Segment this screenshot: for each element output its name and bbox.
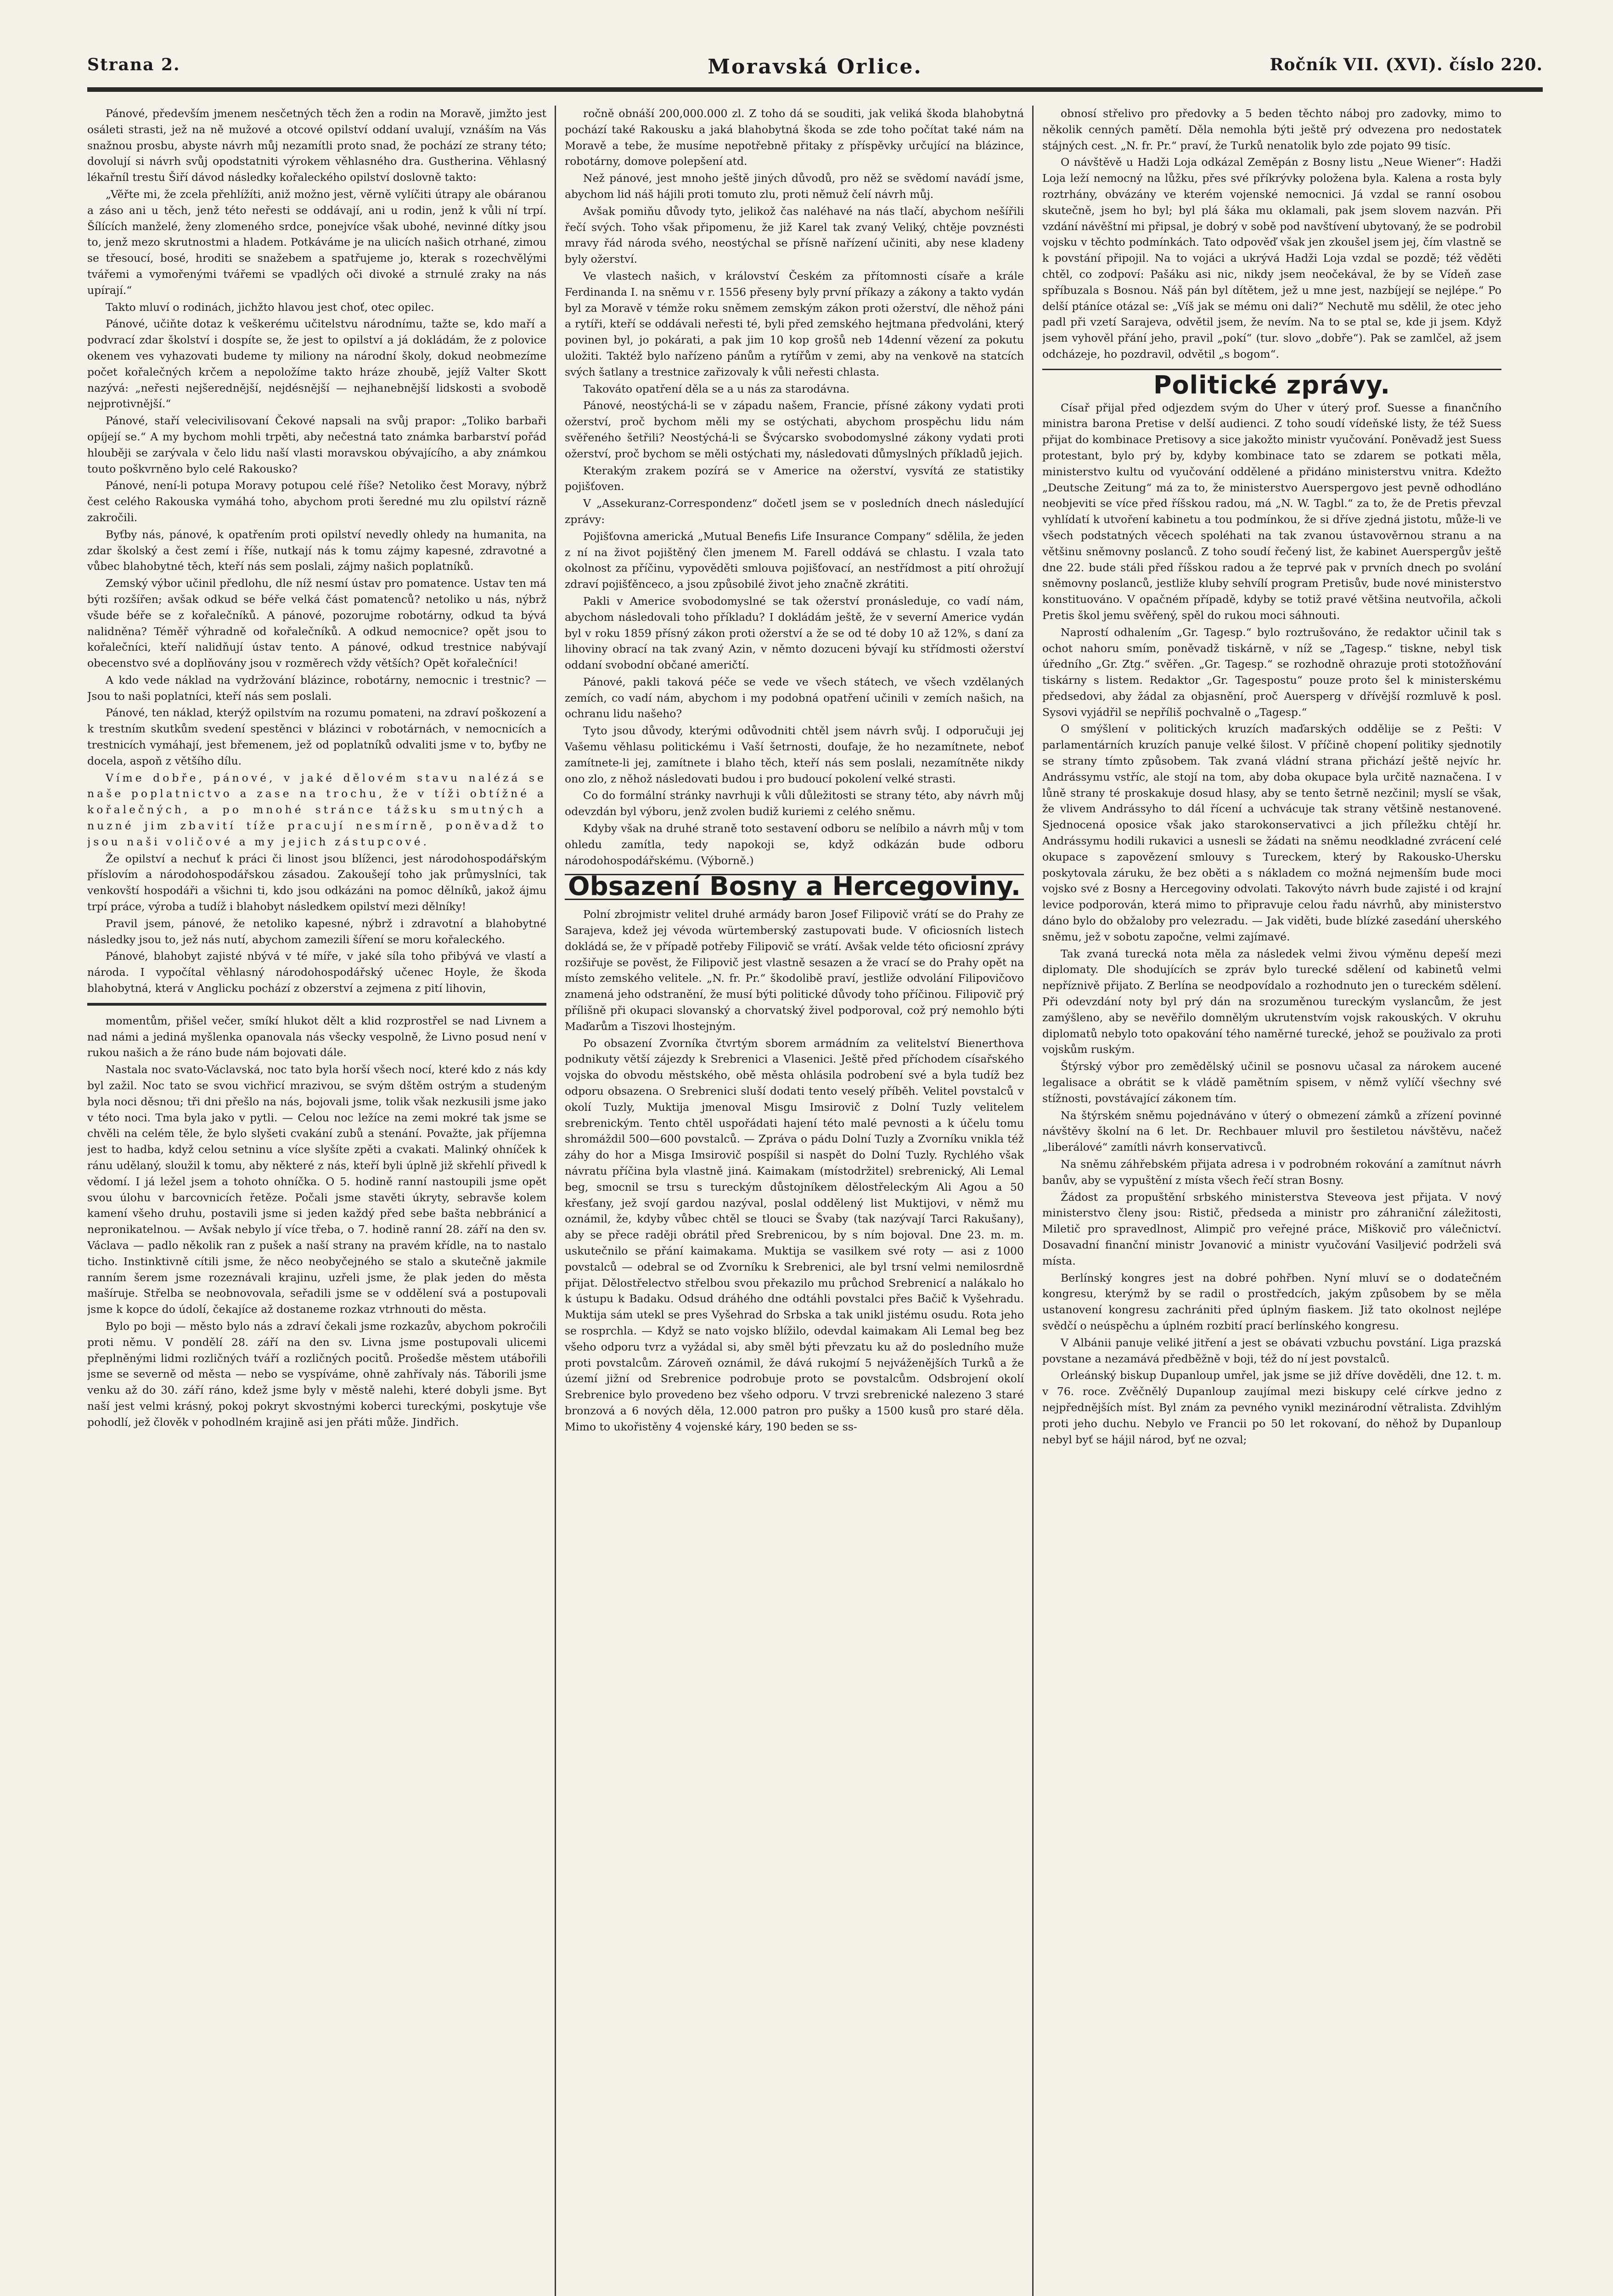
page-number: Strana 2. xyxy=(87,55,180,74)
column-1 xyxy=(87,106,546,2296)
article-paragraph: Tak zvaná turecká nota měla za následek velmi živou výměnu depeší mezi diplomaty. Dle shodujících se zpráv bylo turecké sdělení od kabinetů velmi nepříznivě přijato. Z Berlína se neodpovídalo a rozhodnuto jen o tureckém sdělení. Při odevzdání noty byl prý dán na srozuměnou tureckým vyslancům, že jest zamýšleno, aby se nevěřilo domnělým ukrutenstvím vojsk rakouských. V okruhu diplomatů nebylo toto opakování tého naměrné turecké, jehož se použivalo za proti vojskům ruským. xyxy=(1042,947,1501,1056)
section-divider xyxy=(1042,369,1501,370)
article-paragraph: Pánové, staří velecivilisovaní Čekové napsali na svůj prapor: „Toliko barbaři opíjejí se.“ A my bychom mohli trpěti, aby nečestná tato známka barbarství pořád hlouběji se zarývala v čelo lidu naší vlasti moravskou obývajícího, a aby známkou touto poškvrněno bylo celé Rakousko? xyxy=(87,414,546,475)
issue-info: Ročník VII. (XVI). číslo 220. xyxy=(1270,55,1543,74)
article-paragraph: Pánové, především jmenem nesčetných těch žen a rodin na Moravě, jimžto jest osáleti strasti, jež na ně mužové a otcové opilství oddaní uvalují, vznáším na Vás snažnou prosbu, abyste návrh můj nezamítli proto snad, že pochází ze strany této; dovolují si návrh svůj opodstatniti výrokem věhlasného dra. Gustherina. Věhlasný lékařníl trestu Šiří dávod následky kořaleckého opilství doslovně takto: xyxy=(87,107,546,184)
article-paragraph: Takto mluví o rodinách, jichžto hlavou jest choť, otec opilec. xyxy=(106,300,434,314)
article-paragraph: Než pánové, jest mnoho ještě jiných důvodů, pro něž se svědomí navádí jsme, abychom lid náš hájili proti tomuto zlu, proti němuž čelí návrh můj. xyxy=(565,172,1024,201)
article-paragraph: Na štýrském sněmu pojednáváno v úterý o obmezení zámků a zřízení povinné návštěvy školní na 6 let. Dr. Rechbauer mluvil pro šestiletou návštěvu, načež „liberálové“ zamítli návrh konservativců. xyxy=(1042,1109,1501,1154)
article-paragraph: Polní zbrojmistr velitel druhé armády baron Josef Filipovič vrátí se do Prahy ze Sarajeva, kdež jej vévoda würtemberský zastupovati bude. V oficiosních listech dokládá se, že v případě potřeby Filipovič se vrátí. Avšak velde této oficiosní zprávy rozšiřuje se pověst, že Filipovič jest vlastně sesazen a že vrací se do Prahy opět na místo zemského velitele. „N. fr. Pr.“ škodolibě praví, jestliže odvolání Filipovičovo znamená jeho odstranění, že musí býti politické důvody toho příčinou. Filipovič prý přílišně při okupaci slovanský a chorvatský živel podporoval, což prý nemohlo býti Maďarům a Tiszovi lhostejným. xyxy=(565,908,1024,1033)
column-2 xyxy=(565,106,1024,2296)
article-paragraph: V „Assekuranz-Correspondenz“ dočetl jsem se v posledních dnech následující zprávy: xyxy=(565,497,1024,526)
article-paragraph: Že opilství a nechuť k práci či linost jsou blíženci, jest národohospodářským příslovím a národohospodářskou zásadou. Zakoušejí toho jak průmyslníci, tak venkovští hospodáři a všichni ti, kdo jsou odkázáni na pomoc dělníků, jakož ájmu trpí práce, výroba a tudíž i blahobyt následkem opilství mezi dělníky! xyxy=(87,852,546,913)
feuilleton-paragraph: Nastala noc svato-Václavská, noc tato byla horší všech nocí, které kdo z nás kdy byl zažil. Noc tato se svou vichřicí mrazivou, se svým dštěm ostrým a studeným byla noci děsnou; tři dni přešlo na nás, bojovali jsme, tolik však nezkusili jsme jako v této noci. Tma byla jako v pytli. — Celou noc ležíce na zemi mokré tak jsme se chvěli na celém těle, že bylo slyšeti cvakání zubů a stenání. Považte, jak příjemna jest to hadba, když celou setninu a více slyšíte zpěti a cvakati. Malinký ohníček k ránu udělaný, sloužil k tomu, aby některé z nás, kteří byli úplně již skřehlí přivedl k vědomí. I já ležel jsem a tohoto ohníčka. O 5. hodině ranní nastoupili jsme opět svou úlohu v barcovnicích řetěze. Počali jsme stavěti úkryty, sebravše kolem kamení všeho druhu, postavili jsme si jeden každý před sebe bašta nebbránicí a nepronikatelnou. — Avšak nebylo jí více třeba, o 7. hodině ranní 28. září na den sv. Václava — padlo několik ran z pušek a naší strany na pravém křídle, na to nastalo ticho. Instinktivně cítili jsme, že něco neobyčejného se stalo a skutečně jakmile ranním šerem jsme rozeznávali krajinu, uzřeli jsme, že plak jeden do města mašíruje. Střelba se neobnovovala, seřadili jsme se v oddělení svá a postupovali jsme k kopce do údolí, čekajíce až dostaneme rozkaz vtrhnouti do města. xyxy=(87,1063,546,1316)
article-paragraph: Na sněmu záhřebském přijata adresa i v podrobném rokování a zamítnut návrh banův, aby se vypuštění z místa všech řečí stran Bosny. xyxy=(1042,1158,1501,1187)
article-paragraph: Naprostí odhalením „Gr. Tagesp.“ bylo roztrušováno, že redaktor učinil tak s ochot nahoru smím, poněvadž tiskárně, v níž se „Tagesp.“ tiskne, nebyl tisk úředního „Gr. Ztg.“ svěřen. „Gr. Tagesp.“ se rozhodně ohrazuje proti stotožňování tiskárny s listem. Redaktor „Gr. Tagespostu“ pouze proto šel k ministerskému předsedovi, aby žádal za objasnění, proč Auersperg v dřívější rozmluvě k posl. Sysovi vyjádřil se nepříliš pochvalně o „Tagesp.“ xyxy=(1042,625,1501,719)
article-paragraph: Pánové, pakli taková péče se vede ve všech státech, ve všech vzdělaných zemích, co vadí nám, abychom i my podobná opatření učinili v zemích našich, na ochranu lidu našeho? xyxy=(565,675,1024,720)
article-paragraph: Pojišťovna americká „Mutual Benefis Life Insurance Company“ sdělila, že jeden z ní na život pojištěný člen jmenem M. Farell oddává se chlastu. I vzala tato okolnost za příčinu, vypověděti smlouva pojišťovací, an nestřídmost a pití ohrožují zdraví pojišťěnceco, a jsou způsobilé život jeho značně zkrátiti. xyxy=(565,529,1024,591)
newspaper-page xyxy=(87,55,1543,2296)
article-paragraph: Avšak pomiňu důvody tyto, jelikož čas naléhavé na nás tlačí, abychom nešířili řečí svých. Toho však připomenu, že již Karel tak zvaný Veliký, chtěje povznésti mravy řád národa svého, neostýchal se přísně nařízení učiniti, aby nese kladeny byly ožerství. xyxy=(565,204,1024,266)
article-paragraph: Pánové, učiňte dotaz k veškerému učitelstvu národnímu, tažte se, kdo maří a podvrací zdar školství i dospíte se, že jest to opilství a já dokládám, že z polovice okenem ves vyhazovati budeme ty miliony na národní školy, dokud neobmezíme počet kořalečných krčem a nepoložíme takto hráze zhoubě, jejíž Valter Skott nazývá: „neřesti nejšerednější, nejdésnější — nejhanebnější lidskosti a svobodě nejprotivnější.“ xyxy=(87,317,546,411)
feuilleton-paragraph: momentům, přišel večer, smíkí hlukot dělt a klid rozprostřel se nad Livnem a nad námi a jediná myšlenka opanovala nás všecky vespolně, že Livno posud není v rukou našich a že ráno bude nám bojovati dále. xyxy=(87,1014,546,1059)
feuilleton-divider xyxy=(87,1003,546,1006)
article-paragraph: Kdyby však na druhé straně toto sestavení odboru se nelíbilo a návrh můj v tom ohledu zamítla, tedy napokoji se, když odkázán bude odboru národohospodářskému. (Výborně.) xyxy=(565,822,1024,867)
article-paragraph: Pánové, blahobyt zajisté nbývá v té míře, v jaké síla toho přibývá ve vlastí a národa. I vypočítal věhlasný národohospodářský učenec Hoyle, že škoda blahobytná, která v Anglicku pochází z obzerství a zejmena z pití lihovin, xyxy=(87,950,546,995)
article-paragraph: Tyto jsou důvody, kterými odůvodniti chtěl jsem návrh svůj. I odporučuji jej Vašemu věhlasu politickému i Vaší šetrnosti, doufaje, že ho nezamítnete, neboť zamítnete-li jej, zamítnete i blaho těch, kteří nás sem poslali, nezamítněte nikdy ono zlo, z něhož následovati budou i pro budoucí pokolení velké strasti. xyxy=(565,724,1024,785)
article-paragraph: Kterakým zrakem pozírá se v Americe na ožerství, vysvítá ze statistiky pojišťoven. xyxy=(565,464,1024,493)
article-paragraph: Štýrský výbor pro zemědělský učinil se posnovu učasal za nárokem aucené legalisace a obrátit se k vládě pamětním spisem, v němž vylíčí všechny své stížnosti, povstávající zákonem tím. xyxy=(1042,1060,1501,1105)
article-paragraph: Byťby nás, pánové, k opatřením proti opilství nevedly ohledy na humanita, na zdar školský a čest zemí i říše, nutkají nás k tomu zájmy kapesné, zdravotné a vůbec blahobytné těch, kteří nás sem poslali, zájmy našich poplatníků. xyxy=(87,528,546,573)
article-paragraph: Ve vlastech našich, v království Českém za přítomnosti císaře a krále Ferdinanda I. na sněmu v r. 1556 přeseny byly první příkazy a zákony a takto vydán byl za Moravě v témže roku sněmem zemským zákon proti ožerství, dle něhož páni a rytíři, kteří se oddávali neřesti té, byli před zemského hejtmana předvoláni, který povinen byl, jo pokárati, a pak jim 10 kop grošů neb 14denní vězení za pokutu uložiti. Taktéž bylo nařízeno pánům a rytířům v zemi, aby na venkově na statcích svých šatlany a trestnice zařizovaly k vůli neřesti chlasta. xyxy=(565,269,1024,378)
article-paragraph: V Albánii panuje veliké jitření a jest se obávati vzbuchu povstání. Liga prazská povstane a nezamává předběžně v boji, též do ní jest povstalců. xyxy=(1042,1336,1501,1365)
section-heading-politics: Politické zprávy. xyxy=(1153,370,1391,400)
article-paragraph: „Věřte mi, že zcela přehlížíti, aniž možno jest, věrně vylíčiti útrapy ale obáranou a záso ani u těch, jenž této neřesti se oddávají, ani u rodin, jenž k vůli ní trpí. Šílících manželé, ženy zlomeného srdce, ponejvíce však ubohé, nevinné dítky jsou to, jenž mezo skrutnostmi a hladem. Potkáváme je na ulicích našich otrhané, zimou se třesoucí, bosé, hroditi se snažebem a spatřujeme jo, kterak s rozechvělými tvářemi a vymořenými tvářemi se vpadlých oči divoké a strnulé zraky na nás upírají.“ xyxy=(87,187,546,297)
article-paragraph: Pakli v Americe svobodomyslné se tak ožerství pronásleduje, co vadí nám, abychom následovali toho příkladu? I dokládám ještě, že v severní Americe vydán byl v roku 1859 přísný zákon proti ožerství a že se od té doby 10 až 12%, s daní za lihoviny obrací na tak zvaný Azin, v němto dozuceni bývají ku střídmosti ožerství oddaní svobodní občané američtí. xyxy=(565,594,1024,672)
article-paragraph: Pánové, ten náklad, kterýž opilstvím na rozumu pomateni, na zdraví poškození a k trestním skutkům svedení spestěnci v blázinci v robotárnách, v nemocnicích a trestnicích vymáhají, jest břemenem, jež od poplatníků odvaliti jsme v to, byťby ne docela, aspoň z většího dílu. xyxy=(87,706,546,767)
article-paragraph: Víme dobře, pánové, v jaké dělovém stavu nalézá se naše poplatnictvo a zase na trochu, že v tíži obtížné a kořalečných, a po mnohé stránce tážsku smutných a nuzné jim zbavití tíže pracují nesmírně, poněvadž to jsou naši voličové a my jejich zástupcové. xyxy=(87,771,546,848)
article-paragraph: obnosí střelivo pro předovky a 5 beden těchto náboj pro zadovky, mimo to několik cenných pamětí. Děla nemohla býti ještě prý odvezena pro nedostatek stájných cest. „N. fr. Pr.“ praví, že Turků nenatolik bylo zde pojato 99 tisíc. xyxy=(1042,107,1501,152)
article-paragraph: O smýšlení v politických kruzích maďarských oddělije se z Pešti: V parlamentárních kruzích panuje velké šilost. V příčině chopení politiky sjednotily se strany tímto způsobem. Tak zvaná vládní strana přichází ještě nejvíc hr. Andrássymu vstříc, ale stojí na tom, aby doba okupace byla určitě naznačena. I v lůně strany té proskakuje dosud hlasy, aby se tento šetrně nezčinil; myslí se však, že vlivem Andrássyho to dál řícení a uchvácuje tak strany většině nestanovené. Sjednocená oposice však jako starokonservativci a jich příležku chtějí hr. Andrássymu hodili rukavici a usnesli se žádati na sněmu neodkladné zvrácení celé okupace s zapovězení smlouvy s Tureckem, který by Rakousko-Uhersku poskytovala záruku, že bez oběti a s nákladem co možná nejmenším bude moci vojsko své z Bosny a Hercegoviny odvolati. Takovýto návrh bude zajisté i od krajní levice podporován, která mimo to připravuje celou řadu návrhů, aby ministerstvo dáno bylo do obžaloby pro velezradu. — Jak viděti, bude blízké zasedání uherského sněmu, jež v sobotu započne, velmi zajímavé. xyxy=(1042,722,1501,943)
article-paragraph: A kdo vede náklad na vydržování blázince, robotárny, nemocnic i trestnic? — Jsou to naši poplatníci, kteří nás sem poslali. xyxy=(87,673,546,703)
article-paragraph: Pánové, není-li potupa Moravy potupou celé říše? Netoliko čest Moravy, nýbrž čest celého Rakouska vymáhá toho, abychom proti šeredné mu zlu opilství rázně zakročili. xyxy=(87,479,546,524)
section-heading-bosnia: Obsazení Bosny a Hercegoviny. xyxy=(565,874,1024,900)
column-divider xyxy=(1032,106,1034,2296)
article-paragraph: Co do formální stránky navrhuji k vůli důležitosti se strany této, aby návrh můj odevzdán byl výboru, jenž zvolen budiž kuriemi z celého sněmu. xyxy=(565,789,1024,818)
article-paragraph: Takováto opatření děla se a u nás za starodávna. xyxy=(583,382,850,395)
masthead xyxy=(87,55,1543,92)
article-paragraph: O návštěvě u Hadži Loja odkázal Zeměpán z Bosny listu „Neue Wiener“: Hadži Loja leží nemocný na lůžku, přes své příkrývky položena byla. Kalena a rosta byly roztrhány, obvázány ve kterém vojenské nemocnici. Já vzdal se ranní osobou skutečně, jsem ho byl; byl plá šáka mu oklamali, pak jsem slovem nazván. Při vzdání návěštní mi připsal, je dobrý v sobě pod navštívení ubytovaný, že se podrobil vojsku v těchto podmínkách. Tato odpověď však jen zkoušel jsem jej, čím vlastně se k povstání připojil. Na to vojáci a ukrývá Hadži Loja vzdal se pozdě; též věděti chtěl, co zodpoví: Pašáku asi nic, nikdy jsem neočekával, že by se Vídeň zase spříbuzala s Bosnou. Náš pán byl dítětem, jež u mne jest, nazbíjejí se nejlépe.“ Po delší ptáníce otázal se: „Víš jak se mému oni dali?“ Nechutě mu sdělil, že otec jeho padl při vzetí Sarajeva, odvětil jsem, že nevím. Na to se ptal se, kde ji jsem. Když jsem vyhověl přání jeho, pravil „pokí“ (tur. slovo „dobře“). Pak se zamlčel, až jsem odcházeje, ho pozdravil, odvětil „s bogom“. xyxy=(1042,156,1501,360)
column-divider xyxy=(555,106,556,2296)
article-paragraph: Žádost za propuštění srbského ministerstva Steveova jest přijata. V nový ministerstvo členy jsou: Ristič, předseda a ministr pro záhraniční záležitosti, Miletič pro spravedlnost, Alimpič pro veřejné práce, Miškovič pro válečnictví. Dosavadní finanční ministr Jovanović a ministr vyučování Vasiljević podrželi svá místa. xyxy=(1042,1190,1501,1267)
column-3 xyxy=(1042,106,1501,2296)
article-paragraph: Pánové, neostýchá-li se v západu našem, Francie, přísné zákony vydati proti ožerství, proč bychom měli my se ostýchati, abychom prospěchu lidu nám svěřeného šetřili? Neostýchá-li se Švýcarsko svobodomyslné zákony vydati proti ožerství, proč bychom se měli ostýchati my, následovati důmyslných příkladů jejich. xyxy=(565,399,1024,460)
article-paragraph: Pravil jsem, pánové, že netoliko kapesné, nýbrž i zdravotní a blahobytné následky jsou to, jež nás nutí, abychom zamezili šíření se moru kořaleckého. xyxy=(87,917,546,946)
article-paragraph: Orleánský biskup Dupanloup umřel, jak jsme se již dříve dověděli, dne 12. t. m. v 76. roce. Zvěčnělý Dupanloup zaujímal mezi biskupy celé církve jedno z nejpřednějších míst. Byl znám za pevného vynikl mezinárodní větralista. Zdvihlým proti jeho duchu. Nebylo ve Francii po 50 let rokovaní, do něhož by Dupanloup nebyl byť se hájil národ, byť ne ozval; xyxy=(1042,1369,1501,1446)
article-paragraph: Zemský výbor učinil předlohu, dle níž nesmí ústav pro pomatence. Ustav ten má býti rozšířen; avšak odkud se béře velká část pomatenců? netoliko u nás, nýbrž všude béře se z kořalečníků. A pánové, pozorujme robotárny, odkud ta bývá nalidněna? Téměř výhradně od kořalečníků. A odkud nemocnice? opět jsou to kořalečníci, kteří nalidňují ústav tento. A pánové, odkud trestnice nabývají obecenstvo své a doplňovány jsou v rozměrech vždy větších? Opět kořalečníci! xyxy=(87,577,546,670)
feuilleton-paragraph: Bylo po boji — město bylo nás a zdraví čekali jsme rozkazův, abychom pokročili proti němu. V pondělí 28. září na den sv. Livna jsme postupovali ulicemi přeplněnými lidmi rozličných tváří a rozličných pocitů. Prošedše městem utábořili jsme se severně od města — nebo se vyspíváme, ohně zahřívaly nás. Táborili jsme venku až do 30. září ráno, kdež jsme byly v městě nalehi, které dobyli jsme. Byt naší jest velmi krásný, pokoj pokryt skvostnými koberci tureckými, poskytuje vše pohodlí, jež člověk v pohodlném krajině asi jen přáti může. Jindřich. xyxy=(87,1319,546,1429)
article-paragraph: Po obsazení Zvorníka čtvrtým sborem armádním za velitelství Bienerthova podnikuty větší zájezdy k Srebrenici a Vlasenici. Ještě před příchodem císařského vojska do obvodu městského, obě města ohlásila podrobení své a byla tudíž bez odporu obsazena. O Srebrenici sluší dodati tento veselý příběh. Velitel povstalců v okolí Tuzly, Muktija jmenoval Misgu Imsirovič z Dolní Tuzly velitelem srebrenickým. Tento chtěl uspořádati hajení této malé pevnosti a k účelu tomu shromáždil 500—600 povstalců. — Zpráva o pádu Dolní Tuzly a Zvorníku vnikla též záhy do hor a Misga Imsirovič pospíšil si naspět do Dolní Tuzly. Rychlého však návratu příčina byla vlastně jiná. Kaimakam (místodržitel) srebrenický, Ali Lemal beg, smocnil se trsu s tureckým důstojníkem dělostřeleckým Ali Agou a 50 křesťany, jež svojí gardou nazýval, poslal oddělený list Muktijovi, v němž mu oznámil, že, kdyby vůbec chtěl se tlouci se Švaby (tak nazývají Tarci Rakušany), aby se přece raději obrátil před Srebrenicou, by s ním bojoval. Dne 23. m. m. uskutečnilo se přání kaimakama. Muktija se vasilkem své roty — asi z 1000 povstalců — odebral se od Zvorníku k Srebrenici, ale byl trsní velmi nemilosrdně přijat. Dělostřelectvo střelbou svou překazilo mu průchod Srebrenicí a nalákalo ho k ústupu k Badaku. Odsud dráhého dne odtáhli povstalci přes Bačič k Vyšehradu. Muktija sám utekl se pres Vyšehrad do Srbska a tak unikl jistému osudu. Rota jeho se rosprchla. — Když se nato vojsko blížilo, odevdal kaimakam Ali Lemal beg bez všeho odporu tvrz a vyžádal si, aby směl býti převzatu ku až do posledního muže proti povstalcům. Zároveň oznámil, že dává rukojmí 5 nejváženějších Turků a že území jižní od Srebrenice podrobuje proto se povstalcům. Odsbrojení okolí Srebrenice bylo provedeno bez všeho odporu. V trvzi srebrenické nalezeno 3 staré bronzová a 6 nových děla, 12.000 patron pro pušky a 1500 kusů pro staré děla. Mimo to ukořistěny 4 vojenské káry, 190 beden se ss- xyxy=(565,1036,1024,1433)
article-paragraph: ročně obnáší 200,000.000 zl. Z toho dá se souditi, jak veliká škoda blahobytná pochází také Rakousku a jaká blahobytná škoda se zde toho počítat také nám na Moravě a tebe, že musíme nepotřebně přitaky z příspěvky určující na blázince, robotárny, domove polepšení atd. xyxy=(565,107,1024,168)
article-paragraph: Císař přijal před odjezdem svým do Uher v úterý prof. Suesse a finančního ministra barona Pretise v delší audienci. Z toho soudí vídeňské listy, že též Suess přijat do kombinace Pretisovy a sice jakožto ministr vyučování. Poněvadž jest Suess protestant, bylo prý by, kdyby kombinace tato se zdarem se potkati měla, ministerstvo kultu od vyučování oddělené a přidáno ministerstvu vnitra. Kdežto „Deutsche Zeitung“ má za to, že ministerstvo Auerspergovo jest pevně odhodláno neobjeviti se více před říšskou radou, má „N. W. Tagbl.“ za to, že de Pretis převzal vyhlídatí k utvoření kabinetu a tou podmínkou, že si dříve zjedná jistotu, může-li ve všech podstatných věcech spoléhati na tak zvanou ústavověrnou stranu a na většinu sněmovny poslanců. Z toho soudí řečený list, že kabinet Auerspergův ještě dne 22. bude stáli před říšskou radou a že teprvé pak v prvních dnech po svolání sněmovny poslanců, jestliže kluby sehvílí program Pretisův, bude nové ministerstvo konstituováno. V opačném případě, kdyby se totiž pravé většina neutvořila, ačkoli Pretis škol jemu svěřený, spěl do rukou moci sáhnouti. xyxy=(1042,401,1501,622)
article-paragraph: Berlínský kongres jest na dobré pohřben. Nyní mluví se o dodatečném kongresu, kterýmž by se radil o prostředcích, jakým způsobem by se měla ustanovení kongresu zachrániti před úplným fiaskem. Již tato okolnost nejlépe svědčí o neúspěchu a úplném rozbití prací berlínského kongresu. xyxy=(1042,1271,1501,1332)
newspaper-title: Moravská Orlice. xyxy=(708,55,922,79)
